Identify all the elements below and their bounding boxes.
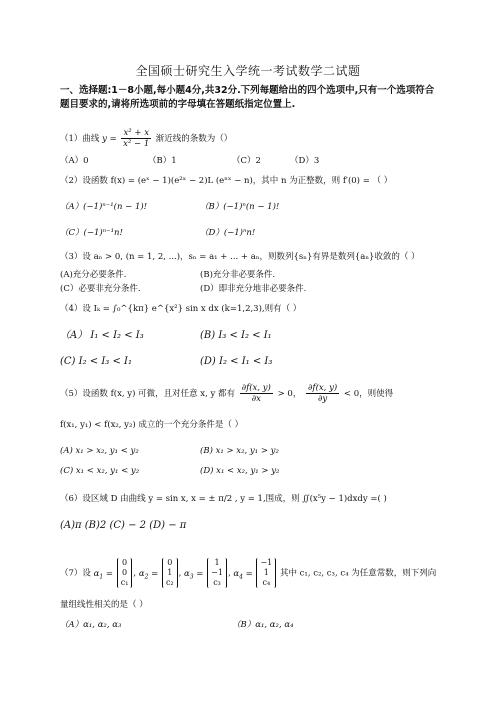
q7-vector-a3: 1 −1 c₃ — [207, 558, 227, 588]
question-7-line2: 量组线性相关的是（ ） — [60, 600, 148, 610]
q5-gt: > 0， — [277, 389, 302, 399]
q5-lt: < 0，则使得 — [343, 389, 394, 399]
q1-func: y = — [102, 134, 117, 144]
q7-vector-a2: 0 1 c₂ — [162, 558, 178, 588]
q5-partial-x-den: ∂x — [251, 394, 261, 404]
q3-option-c: (C）必要非充分条件. — [60, 284, 141, 294]
q7-option-a: （A）α₁, α₂, α₃ — [60, 620, 122, 630]
section-heading: 一、选择题:1－8小题,每小题4分,共32分.下列每题给出的四个选项中,只有一个选项符合题目要求的,请将所选项前的字母填在答题纸指定位置上. — [60, 85, 435, 110]
q1-option-c: （C）2 — [232, 156, 261, 166]
q6-options: (A)π (B)2 (C) − 2 (D) − π — [60, 520, 187, 531]
q5-partial-x — [240, 383, 273, 404]
question-7: （7）设 $\alpha_1$ = 0 0 c₁ , $\alpha_2$ = 0 1 c₂ , $\alpha_3$ = 1 −1 c₃ , $\alpha_4$ = −1 1 c₄ 其中 c₁, c₂, c₃, c₄ 为任意常数，则下列向 — [60, 558, 437, 587]
question-3: （3）设 aₙ > 0, (n = 1, 2, ...)，sₙ = a₁ + ... + aₙ，则数列{sₙ}有界是数列{aₙ}收敛的（ ） — [60, 252, 420, 262]
q1-suffix: 渐近线的条数为（） — [155, 134, 233, 144]
q5-partial-y-den: ∂y — [318, 394, 328, 404]
question-4: （4）设 Iₖ = ∫₀^{kπ} e^{x²} sin x dx (k=1,2,3),则有（ ） — [60, 304, 302, 314]
q7-vector-a4: −1 1 c₄ — [256, 558, 276, 588]
q1-option-a: （A）0 — [60, 156, 89, 166]
q4-option-d: (D) I₂ < I₁ < I₃ — [200, 356, 273, 367]
question-2: （2）设函数 f(x) = (eˣ − 1)(e²ˣ − 2)L (eⁿˣ − n)，其中 n 为正整数，则 f′(0) = （ ） — [60, 176, 393, 186]
q7-prefix: （7）设 — [60, 568, 91, 579]
q2-option-d: （D）(−1)ⁿn! — [200, 228, 256, 238]
question-5 — [60, 383, 393, 404]
question-1 — [60, 128, 232, 149]
q7-option-b: （B）α₁, α₂, α₄ — [232, 620, 294, 630]
q3-option-a: (A)充分必要条件. — [60, 270, 127, 280]
q3-option-d: (D）即非充分地非必要条件. — [200, 284, 307, 294]
q1-numerator: x² + x — [123, 128, 149, 138]
q3-option-b: (B)充分非必要条件. — [200, 270, 276, 280]
question-6: （6）设区域 D 由曲线 y = sin x, x = ± π/2 , y = 1,围成，则 ∬(x⁵y − 1)dxdy =( ) — [60, 494, 387, 504]
q5-text: （5）设函数 f(x, y) 可微，且对任意 x, y 都有 — [60, 389, 235, 399]
q5-option-d: (D) x₁ < x₂, y₁ > y₂ — [200, 466, 280, 476]
q4-option-a: （A） I₁ < I₂ < I₃ — [60, 330, 144, 341]
q1-fraction — [121, 128, 151, 149]
question-5-line2: f(x₁, y₁) < f(x₂, y₂) 成立的一个充分条件是（ ） — [60, 420, 244, 430]
q1-prefix: （1）曲线 — [60, 134, 100, 144]
q5-partial-y-num: ∂f(x, y) — [308, 383, 338, 393]
q5-option-b: (B) x₁ > x₂, y₁ > y₂ — [200, 446, 279, 456]
q2-option-c: （C）(−1)ⁿ⁻¹n! — [60, 228, 123, 238]
q2-option-b: （B）(−1)ⁿ(n − 1)! — [200, 202, 280, 212]
q7-suffix: 其中 c₁, c₂, c₃, c₄ 为任意常数，则下列向 — [279, 568, 437, 579]
q1-denominator: x² − 1 — [123, 139, 150, 149]
q7-vector-a1: 0 0 c₁ — [117, 558, 133, 588]
q5-option-c: (C) x₁ < x₂, y₁ < y₂ — [60, 466, 140, 476]
q5-partial-x-num: ∂f(x, y) — [241, 383, 271, 393]
q1-option-b: （B）1 — [148, 156, 177, 166]
q4-option-b: (B) I₃ < I₂ < I₁ — [200, 330, 272, 341]
q1-option-d: （D）3 — [290, 156, 320, 166]
q4-option-c: (C) I₂ < I₃ < I₁ — [60, 356, 132, 367]
q5-partial-y — [306, 383, 339, 404]
page-title: 全国硕士研究生入学统一考试数学二试题 — [135, 64, 361, 78]
q2-option-a: （A）(−1)ⁿ⁻¹(n − 1)! — [60, 202, 148, 212]
q5-option-a: (A) x₁ > x₂, y₁ < y₂ — [60, 446, 139, 456]
